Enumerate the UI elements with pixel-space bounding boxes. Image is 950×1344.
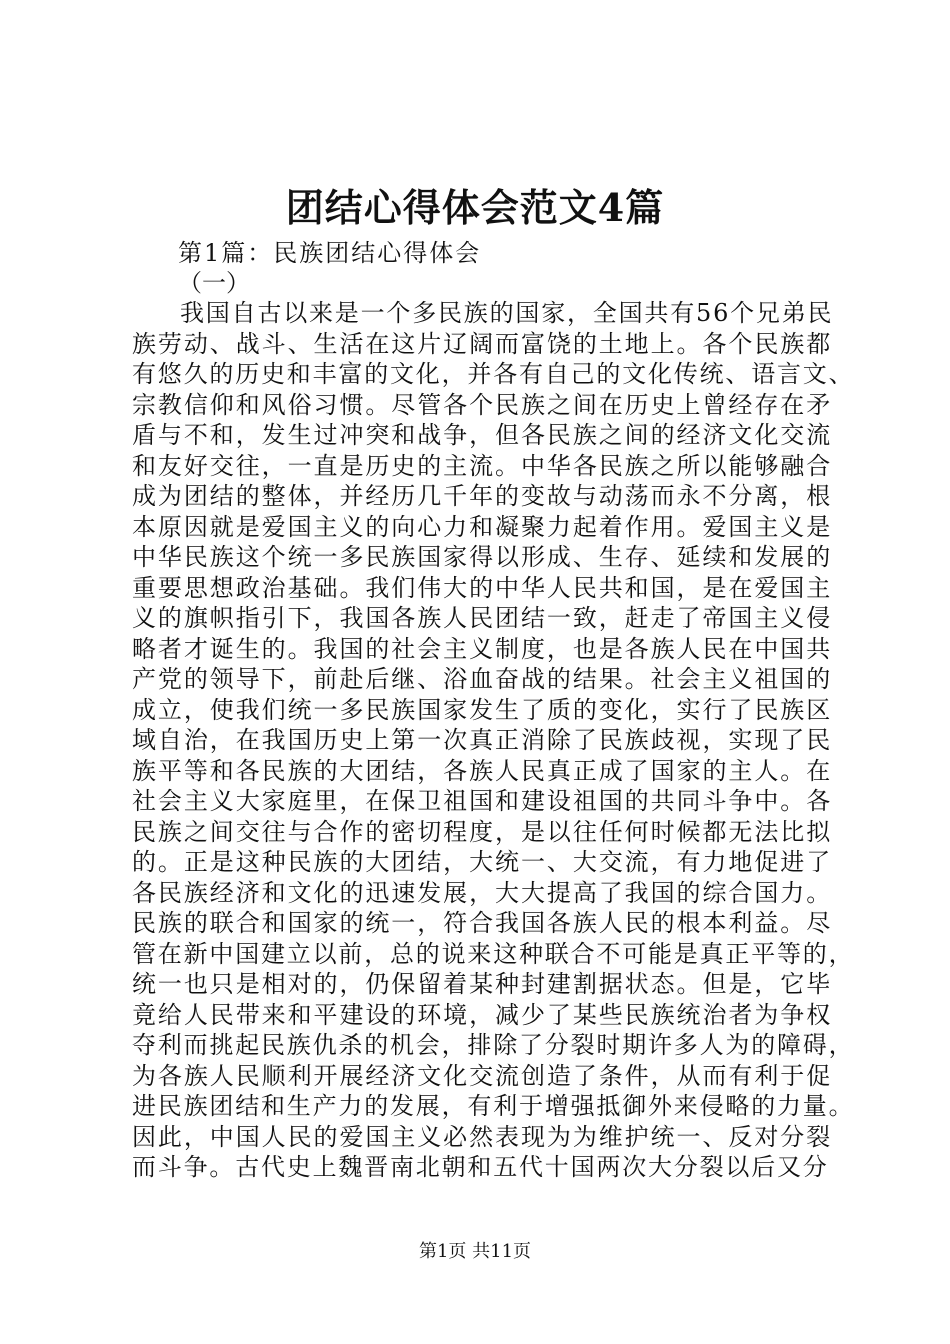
paragraph-line: 民族之间交往与合作的密切程度，是以往任何时候都无法比拟 xyxy=(132,817,832,846)
chapter-heading: 第1篇：民族团结心得体会 xyxy=(178,239,482,267)
paragraph-line: 社会主义大家庭里，在保卫祖国和建设祖国的共同斗争中。各 xyxy=(132,787,832,815)
body-paragraph xyxy=(132,298,855,1183)
paragraph-line: 略者才诞生的。我国的社会主义制度，也是各族人民在中国共 xyxy=(132,634,832,663)
paragraph-line: 为各族人民顺利开展经济文化交流创造了条件，从而有利于促 xyxy=(132,1061,832,1090)
paragraph-line: 统一也只是相对的，仍保留着某种封建割据状态。但是，它毕 xyxy=(132,970,832,998)
paragraph-line: 有悠久的历史和丰富的文化，并各有自己的文化传统、语言文、 xyxy=(132,360,855,388)
paragraph-line: 民族的联合和国家的统一，符合我国各族人民的根本利益。尽 xyxy=(132,909,832,937)
paragraph-line: 族平等和各民族的大团结，各族人民真正成了国家的主人。在 xyxy=(132,756,832,785)
paragraph-line: 宗教信仰和风俗习惯。尽管各个民族之间在历史上曾经存在矛 xyxy=(132,390,832,419)
paragraph-line: 而斗争。古代史上魏晋南北朝和五代十国两次大分裂以后又分 xyxy=(132,1153,829,1181)
paragraph-line: 本原因就是爱国主义的向心力和凝聚力起着作用。爱国主义是 xyxy=(132,512,832,541)
paragraph-line: 义的旗帜指引下，我国各族人民团结一致，赶走了帝国主义侵 xyxy=(132,604,832,632)
paragraph-line: 产党的领导下，前赴后继、浴血奋战的结果。社会主义祖国的 xyxy=(132,665,832,693)
paragraph-line: 进民族团结和生产力的发展，有利于增强抵御外来侵略的力量。 xyxy=(132,1092,855,1120)
paragraph-line: 成为团结的整体，并经历几千年的变故与动荡而永不分离，根 xyxy=(132,482,832,510)
paragraph-line: 我国自古以来是一个多民族的国家，全国共有56个兄弟民 xyxy=(180,299,834,327)
paragraph-line: 的。正是这种民族的大团结，大统一、大交流，有力地促进了 xyxy=(132,848,832,876)
paragraph-line: 中华民族这个统一多民族国家得以形成、生存、延续和发展的 xyxy=(132,543,832,571)
paragraph-line: 各民族经济和文化的迅速发展，大大提高了我国的综合国力。 xyxy=(132,878,832,907)
paragraph-line: 因此，中国人民的爱国主义必然表现为为维护统一、反对分裂 xyxy=(132,1122,832,1151)
paragraph-line: 盾与不和，发生过冲突和战争，但各民族之间的经济文化交流 xyxy=(132,421,832,449)
paragraph-line: 和友好交往，一直是历史的主流。中华各民族之所以能够融合 xyxy=(132,451,832,480)
paragraph-line: 夺利而挑起民族仇杀的机会，排除了分裂时期许多人为的障碍， xyxy=(132,1031,855,1059)
page-title: 团结心得体会范文4篇 xyxy=(285,185,665,230)
section-number: （一） xyxy=(178,269,250,297)
paragraph-line: 成立，使我们统一多民族国家发生了质的变化，实行了民族区 xyxy=(132,695,832,724)
paragraph-line: 域自治，在我国历史上第一次真正消除了民族歧视，实现了民 xyxy=(132,726,832,754)
paragraph-line: 竟给人民带来和平建设的环境，减少了某些民族统治者为争权 xyxy=(132,1000,832,1029)
paragraph-line: 管在新中国建立以前，总的说来这种联合不可能是真正平等的， xyxy=(132,939,855,968)
page-number: 第1页 共11页 xyxy=(418,1241,532,1262)
paragraph-line: 族劳动、战斗、生活在这片辽阔而富饶的土地上。各个民族都 xyxy=(132,329,832,358)
paragraph-line: 重要思想政治基础。我们伟大的中华人民共和国，是在爱国主 xyxy=(132,573,832,602)
